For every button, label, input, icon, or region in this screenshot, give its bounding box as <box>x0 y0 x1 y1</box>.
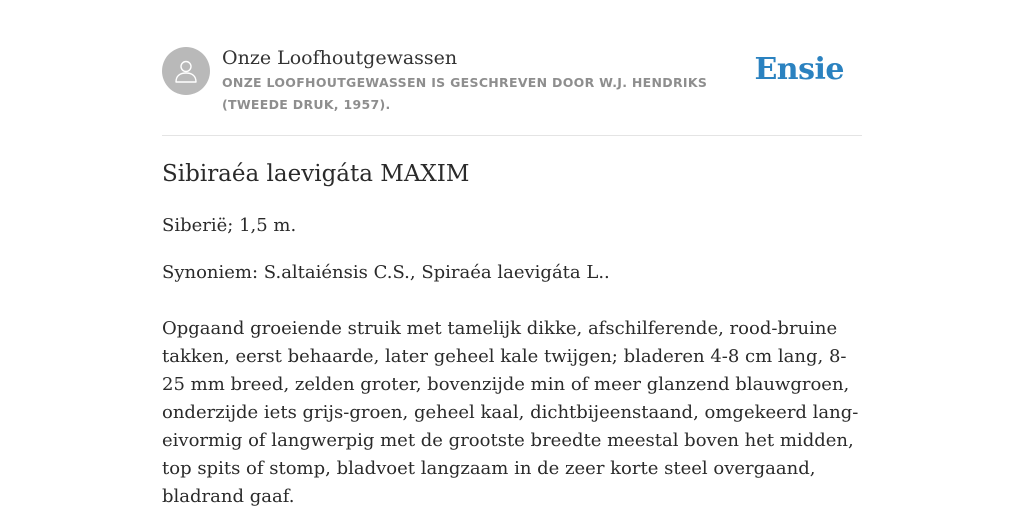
source-avatar[interactable] <box>162 47 210 95</box>
source-header <box>162 46 862 136</box>
entry-content <box>162 156 862 511</box>
entry-synonyms: Synoniem: S.altaiénsis C.S., Spiraéa laevigáta L.. <box>162 262 610 283</box>
entry-origin: Siberië; 1,5 m. <box>162 215 297 236</box>
header-divider <box>162 135 862 136</box>
source-description: ONZE LOOFHOUTGEWASSEN IS GESCHREVEN DOOR W.J. HENDRIKS (TWEEDE DRUK, 1957). <box>222 75 708 112</box>
entry-description: Opgaand groeiende struik met tamelijk dikke, afschilferende, rood-bruine takken, eerst behaarde, later geheel kale twijgen; bladeren 4-8 cm lang, 8-25 mm breed, zelden groter, bovenzijde min of meer glanzend blauwgroen, onderzijde iets grijs-groen, geheel kaal, dichtbijeenstaand, omgekeerd lang-eivormig of langwerpig met de grootste breedte meestal boven het midden, top spits of stomp, bladvoet langzaam in de zeer korte steel overgaand, bladrand gaaf. <box>162 318 859 507</box>
brand-logo[interactable]: Ensie <box>754 52 844 87</box>
user-icon <box>173 58 199 84</box>
entry-title: Sibiraéa laevigáta MAXIM <box>162 161 470 187</box>
source-title[interactable]: Onze Loofhoutgewassen <box>222 47 458 69</box>
